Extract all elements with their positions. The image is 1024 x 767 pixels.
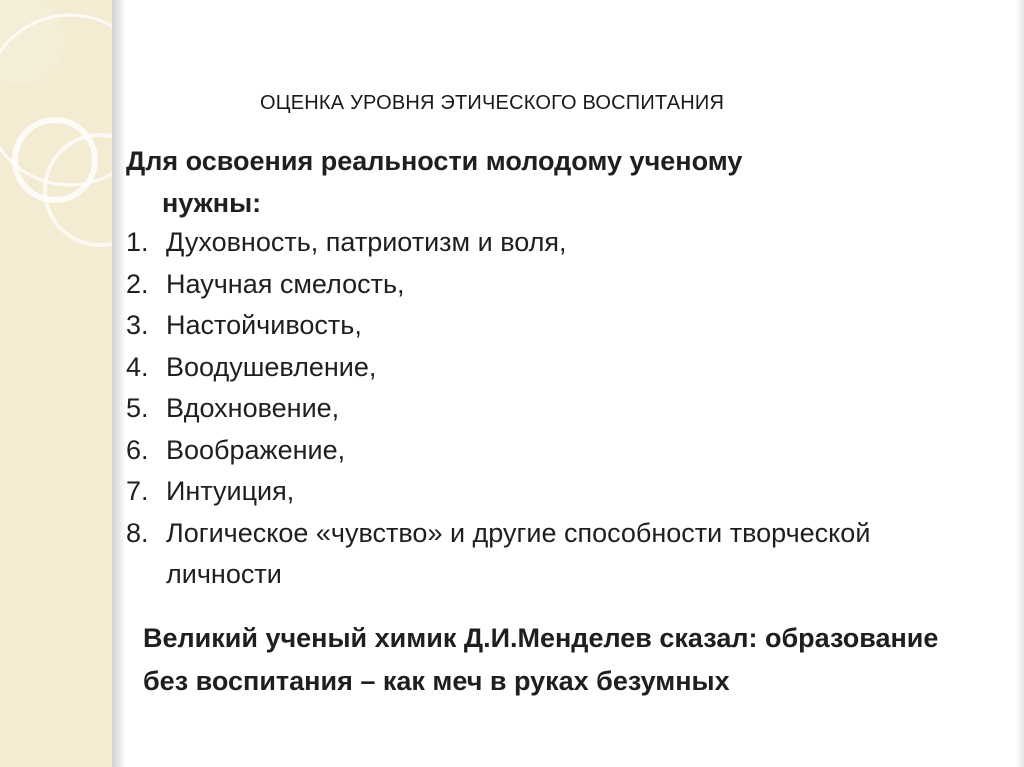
list-item-number: 1. xyxy=(126,227,149,257)
list-item-number: 6. xyxy=(126,434,149,465)
list-item xyxy=(126,222,946,264)
decorative-rings-icon xyxy=(0,0,112,767)
right-edge-shadow xyxy=(1016,0,1024,767)
slide-title: ОЦЕНКА УРОВНЯ ЭТИЧЕСКОГО ВОСПИТАНИЯ xyxy=(260,92,725,114)
list-item xyxy=(126,388,946,430)
list-item xyxy=(126,471,946,513)
list-item-text: Логическое «чувство» и другие способности творческой личности xyxy=(166,517,871,589)
list-item-number: 2. xyxy=(126,268,149,299)
decorative-side-panel xyxy=(0,0,112,767)
list-item-text: Интуиция, xyxy=(166,476,295,506)
qualities-list xyxy=(126,222,946,596)
list-item-text: Воодушевление, xyxy=(166,351,377,382)
list-item-text: Вдохновение, xyxy=(166,393,340,423)
list-item-text: Духовность, патриотизм и воля, xyxy=(166,227,567,257)
list-item xyxy=(126,305,946,347)
list-item-text: Настойчивость, xyxy=(166,310,362,340)
list-item-number: 5. xyxy=(126,393,149,423)
intro-text xyxy=(126,140,926,224)
intro-line-1: Для освоения реальности молодому ученому xyxy=(126,146,743,176)
mendeleev-quote: Великий ученый химик Д.И.Менделев сказал: образование без воспитания – как меч в руках безумных xyxy=(143,623,939,696)
list-item xyxy=(126,430,946,472)
list-item-number: 8. xyxy=(126,517,149,548)
list-item-number: 3. xyxy=(126,310,149,340)
list-item-text: Научная смелость, xyxy=(166,268,405,299)
intro-line-2: нужны: xyxy=(162,188,262,218)
side-panel-shadow xyxy=(112,0,126,767)
list-item xyxy=(126,347,946,389)
list-item xyxy=(126,264,946,306)
list-item-text: Воображение, xyxy=(166,434,346,465)
list-item xyxy=(126,513,946,596)
list-item-number: 4. xyxy=(126,351,149,382)
list-item-number: 7. xyxy=(126,476,149,506)
